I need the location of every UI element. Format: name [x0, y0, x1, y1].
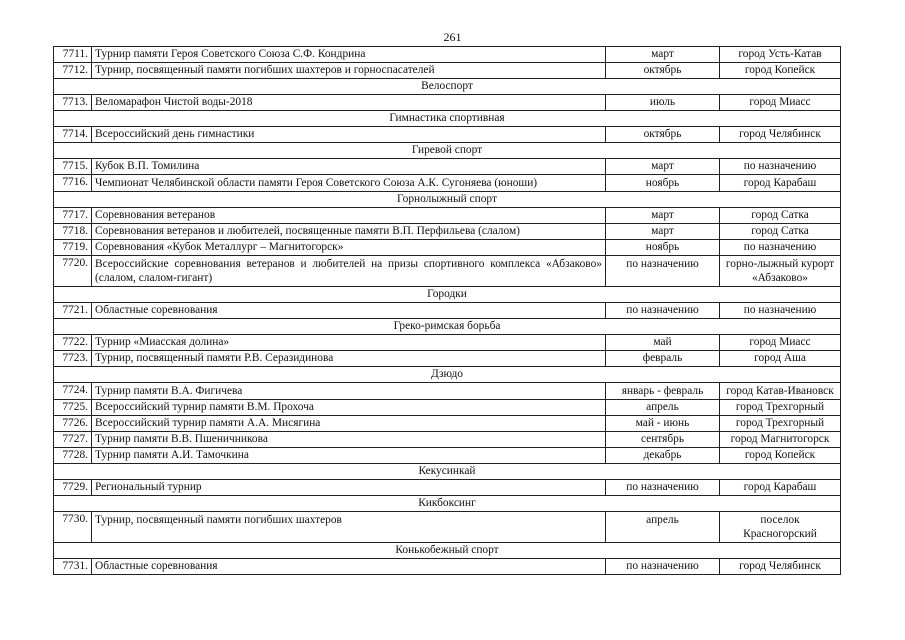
event-date: апрель	[606, 512, 720, 543]
event-location: город Трехгорный	[720, 400, 841, 416]
table-row	[54, 208, 841, 224]
section-header-row	[54, 464, 841, 480]
event-location: город Челябинск	[720, 559, 841, 575]
section-header-row	[54, 79, 841, 95]
event-location: город Миасс	[720, 95, 841, 111]
event-location: город Сатка	[720, 224, 841, 240]
event-name: Турнир памяти А.И. Тамочкина	[92, 448, 606, 464]
table-row	[54, 400, 841, 416]
event-location: город Копейск	[720, 63, 841, 79]
event-location: город Аша	[720, 351, 841, 367]
events-table-body	[54, 47, 841, 575]
section-header-row	[54, 192, 841, 208]
event-location: город Сатка	[720, 208, 841, 224]
event-date: март	[606, 159, 720, 175]
event-date: май	[606, 335, 720, 351]
row-number: 7718.	[54, 224, 92, 240]
event-location: по назначению	[720, 303, 841, 319]
event-date: октябрь	[606, 127, 720, 143]
table-row	[54, 127, 841, 143]
event-date: по назначению	[606, 559, 720, 575]
row-number: 7711.	[54, 47, 92, 63]
table-row	[54, 335, 841, 351]
section-header-row	[54, 496, 841, 512]
event-location: город Катав-Ивановск	[720, 383, 841, 400]
event-name: Всероссийский турнир памяти А.А. Мисягина	[92, 416, 606, 432]
table-row	[54, 432, 841, 448]
event-location: город Магнитогорск	[720, 432, 841, 448]
event-name: Турнир памяти В.В. Пшеничникова	[92, 432, 606, 448]
event-date: март	[606, 47, 720, 63]
event-name: Областные соревнования	[92, 303, 606, 319]
row-number: 7717.	[54, 208, 92, 224]
row-number: 7725.	[54, 400, 92, 416]
section-title: Городки	[54, 287, 841, 303]
event-date: май - июнь	[606, 416, 720, 432]
table-row	[54, 240, 841, 256]
table-row	[54, 351, 841, 367]
event-name: Соревнования «Кубок Металлург – Магнитогорск»	[92, 240, 606, 256]
row-number: 7729.	[54, 480, 92, 496]
section-header-row	[54, 543, 841, 559]
row-number: 7713.	[54, 95, 92, 111]
row-number: 7722.	[54, 335, 92, 351]
event-name: Всероссийские соревнования ветеранов и любителей на призы спортивного комплекса «Абзаково» (слалом, слалом-гигант)	[92, 256, 606, 287]
table-row	[54, 224, 841, 240]
row-number: 7715.	[54, 159, 92, 175]
table-row	[54, 383, 841, 400]
event-name: Всероссийский турнир памяти В.М. Прохоча	[92, 400, 606, 416]
event-location: поселок Красногорский	[720, 512, 841, 543]
event-name: Всероссийский день гимнастики	[92, 127, 606, 143]
section-header-row	[54, 319, 841, 335]
event-name: Чемпионат Челябинской области памяти Героя Советского Союза А.К. Сугоняева (юноши)	[92, 175, 606, 192]
section-title: Кекусинкай	[54, 464, 841, 480]
row-number: 7712.	[54, 63, 92, 79]
event-name: Турнир памяти Героя Советского Союза С.Ф. Кондрина	[92, 47, 606, 63]
event-date: декабрь	[606, 448, 720, 464]
page-number: 261	[443, 30, 462, 44]
row-number: 7727.	[54, 432, 92, 448]
table-row	[54, 256, 841, 287]
section-title: Горнолыжный спорт	[54, 192, 841, 208]
event-name: Соревнования ветеранов	[92, 208, 606, 224]
event-name: Турнир, посвященный памяти погибших шахтеров	[92, 512, 606, 543]
event-name: Кубок В.П. Томилина	[92, 159, 606, 175]
table-row	[54, 448, 841, 464]
event-date: апрель	[606, 400, 720, 416]
event-location: город Усть-Катав	[720, 47, 841, 63]
section-title: Дзюдо	[54, 367, 841, 383]
section-title: Греко-римская борьба	[54, 319, 841, 335]
section-header-row	[54, 111, 841, 127]
event-location: город Карабаш	[720, 480, 841, 496]
event-name: Турнир «Миасская долина»	[92, 335, 606, 351]
event-name: Турнир, посвященный памяти Р.В. Серазидинова	[92, 351, 606, 367]
table-row	[54, 159, 841, 175]
event-date: по назначению	[606, 303, 720, 319]
table-row	[54, 416, 841, 432]
event-name: Веломарафон Чистой воды-2018	[92, 95, 606, 111]
row-number: 7724.	[54, 383, 92, 400]
section-title: Конькобежный спорт	[54, 543, 841, 559]
table-row	[54, 63, 841, 79]
section-title: Кикбоксинг	[54, 496, 841, 512]
event-date: ноябрь	[606, 175, 720, 192]
section-header-row	[54, 287, 841, 303]
event-name: Турнир памяти В.А. Фигичева	[92, 383, 606, 400]
table-row	[54, 559, 841, 575]
row-number: 7716.	[54, 175, 92, 192]
row-number: 7730.	[54, 512, 92, 543]
event-date: по назначению	[606, 480, 720, 496]
row-number: 7723.	[54, 351, 92, 367]
event-name: Турнир, посвященный памяти погибших шахтеров и горноспасателей	[92, 63, 606, 79]
event-date: октябрь	[606, 63, 720, 79]
table-row	[54, 47, 841, 63]
event-location: город Карабаш	[720, 175, 841, 192]
section-title: Гиревой спорт	[54, 143, 841, 159]
event-date: июль	[606, 95, 720, 111]
event-date: сентябрь	[606, 432, 720, 448]
table-row	[54, 95, 841, 111]
row-number: 7720.	[54, 256, 92, 287]
event-date: по назначению	[606, 256, 720, 287]
row-number: 7731.	[54, 559, 92, 575]
section-header-row	[54, 367, 841, 383]
event-location: город Копейск	[720, 448, 841, 464]
row-number: 7719.	[54, 240, 92, 256]
event-location: по назначению	[720, 159, 841, 175]
event-name: Соревнования ветеранов и любителей, посвященные памяти В.П. Перфильева (слалом)	[92, 224, 606, 240]
section-header-row	[54, 143, 841, 159]
table-row	[54, 512, 841, 543]
event-name: Областные соревнования	[92, 559, 606, 575]
event-date: январь - февраль	[606, 383, 720, 400]
row-number: 7714.	[54, 127, 92, 143]
event-location: город Челябинск	[720, 127, 841, 143]
row-number: 7728.	[54, 448, 92, 464]
event-date: март	[606, 208, 720, 224]
event-date: март	[606, 224, 720, 240]
table-row	[54, 175, 841, 192]
event-date: февраль	[606, 351, 720, 367]
event-name: Региональный турнир	[92, 480, 606, 496]
event-location: горно-лыжный курорт «Абзаково»	[720, 256, 841, 287]
event-location: по назначению	[720, 240, 841, 256]
row-number: 7726.	[54, 416, 92, 432]
table-row	[54, 303, 841, 319]
event-location: город Миасс	[720, 335, 841, 351]
events-table	[53, 46, 841, 575]
event-location: город Трехгорный	[720, 416, 841, 432]
section-title: Гимнастика спортивная	[54, 111, 841, 127]
event-date: ноябрь	[606, 240, 720, 256]
row-number: 7721.	[54, 303, 92, 319]
section-title: Велоспорт	[54, 79, 841, 95]
table-row	[54, 480, 841, 496]
